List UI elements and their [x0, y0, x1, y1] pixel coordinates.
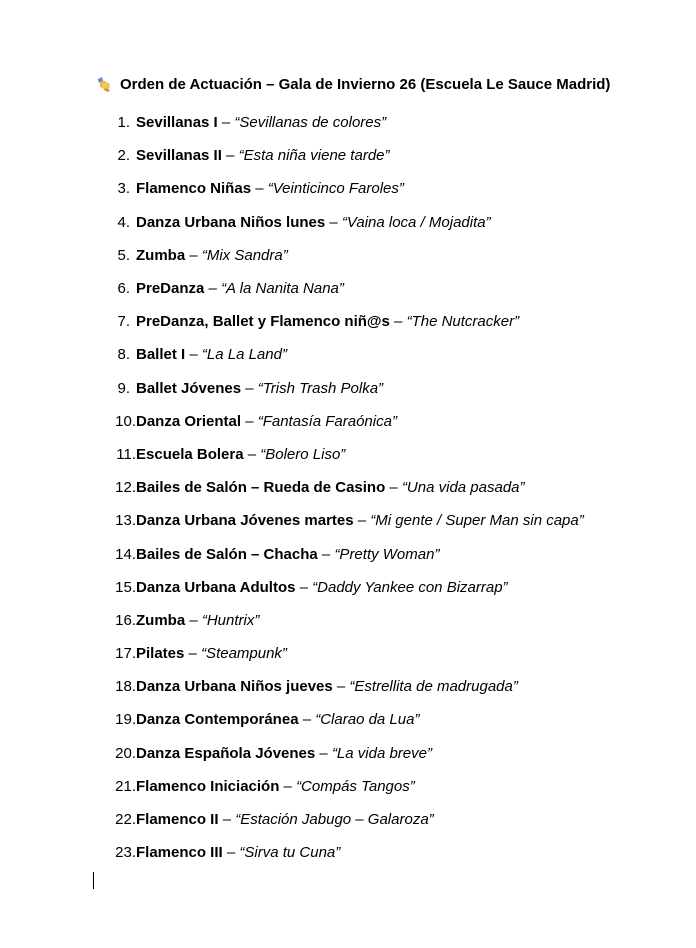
item-separator: – [389, 313, 407, 331]
item-number: 3. [117, 180, 130, 198]
item-group: Flamenco II [136, 811, 219, 829]
list-item [95, 405, 584, 438]
list-item [95, 471, 584, 504]
item-separator: – [218, 811, 236, 829]
item-group: Danza Oriental [136, 412, 242, 430]
item-group: Pilates [136, 645, 185, 663]
item-song: “Compás Tangos” [296, 777, 415, 795]
item-number: 22. [115, 811, 136, 829]
list-item [95, 703, 584, 736]
item-number: 8. [117, 346, 130, 364]
item-group: Danza Urbana Niños jueves [136, 678, 333, 696]
item-separator: – [279, 777, 297, 795]
list-item [95, 372, 584, 405]
item-group: Danza Urbana Adultos [136, 578, 296, 596]
item-song: “Sirva tu Cuna” [239, 844, 341, 862]
item-song: “Clarao da Lua” [315, 711, 420, 729]
item-group: PreDanza [136, 280, 205, 298]
item-separator: – [221, 147, 239, 165]
item-number: 21. [115, 777, 136, 795]
item-group: Escuela Bolera [136, 445, 244, 463]
item-separator: – [315, 744, 332, 762]
item-number: 6. [117, 280, 130, 298]
item-separator: – [295, 578, 313, 596]
item-song: “Estación Jabugo – Galaroza” [235, 811, 434, 829]
list-item [95, 139, 584, 172]
item-number: 14. [115, 545, 136, 563]
item-number: 15. [115, 578, 136, 596]
item-separator: – [185, 246, 202, 264]
item-song: “Esta niña viene tarde” [238, 147, 390, 165]
item-separator: – [325, 213, 342, 231]
item-song: “Sevillanas de colores” [234, 114, 387, 132]
performance-order-list [95, 106, 584, 869]
item-number: 11. [116, 445, 136, 463]
item-song: “Bolero Liso” [260, 445, 346, 463]
item-group: Danza Contemporánea [136, 711, 299, 729]
item-number: 19. [115, 711, 136, 729]
list-item [95, 836, 584, 869]
list-item [95, 305, 584, 338]
item-song: “Huntrix” [201, 611, 260, 629]
item-song: “Una vida pasada” [401, 479, 525, 497]
item-song: “Vaina loca / Mojadita” [341, 213, 491, 231]
item-separator: – [184, 645, 202, 663]
item-group: Sevillanas I [136, 114, 218, 132]
item-group: Zumba [136, 611, 186, 629]
list-item [95, 239, 584, 272]
item-song: “Mi gente / Super Man sin capa” [370, 512, 584, 530]
item-separator: – [353, 512, 371, 530]
item-group: Bailes de Salón – Rueda de Casino [136, 479, 386, 497]
item-number: 1. [117, 114, 130, 132]
item-song: “Veinticinco Faroles” [267, 180, 404, 198]
item-group: PreDanza, Ballet y Flamenco niñ@s [136, 313, 390, 331]
list-item [95, 438, 584, 471]
item-number: 13. [115, 512, 136, 530]
item-group: Ballet Jóvenes [136, 379, 242, 397]
item-separator: – [332, 678, 350, 696]
item-separator: – [298, 711, 316, 729]
item-number: 5. [117, 246, 130, 264]
item-group: Bailes de Salón – Chacha [136, 545, 318, 563]
list-item [95, 338, 584, 371]
item-number: 7. [117, 313, 130, 331]
item-song: “The Nutcracker” [406, 313, 520, 331]
item-separator: – [222, 844, 240, 862]
item-song: “Trish Trash Polka” [257, 379, 384, 397]
list-item [95, 504, 584, 537]
list-item [95, 670, 584, 703]
item-group: Flamenco III [136, 844, 223, 862]
item-separator: – [185, 346, 202, 364]
item-number: 23. [115, 844, 136, 862]
item-group: Flamenco Iniciación [136, 777, 280, 795]
item-number: 20. [115, 744, 136, 762]
text-cursor [93, 872, 94, 889]
item-song: “Pretty Woman” [334, 545, 440, 563]
list-item [95, 637, 584, 670]
dance-emoji-icon [95, 75, 113, 93]
list-item [95, 537, 584, 570]
list-item [95, 272, 584, 305]
item-number: 10. [115, 412, 136, 430]
list-item [95, 206, 584, 239]
item-song: “A la Nanita Nana” [221, 280, 344, 298]
item-song: “La La Land” [201, 346, 287, 364]
item-separator: – [204, 280, 222, 298]
item-group: Danza Española Jóvenes [136, 744, 316, 762]
item-separator: – [317, 545, 335, 563]
item-separator: – [385, 479, 402, 497]
item-group: Danza Urbana Niños lunes [136, 213, 326, 231]
item-song: “Daddy Yankee con Bizarrap” [312, 578, 508, 596]
list-item [95, 803, 584, 836]
item-separator: – [243, 445, 261, 463]
item-separator: – [185, 611, 202, 629]
item-number: 4. [117, 213, 130, 231]
list-item [95, 737, 584, 770]
item-group: Zumba [136, 246, 186, 264]
item-number: 9. [117, 379, 130, 397]
list-item [95, 571, 584, 604]
item-group: Danza Urbana Jóvenes martes [136, 512, 354, 530]
list-item [95, 172, 584, 205]
document-title [95, 73, 610, 95]
item-number: 16. [115, 611, 136, 629]
list-item [95, 770, 584, 803]
item-number: 17. [115, 645, 136, 663]
item-song: “La vida breve” [331, 744, 432, 762]
item-song: “Steampunk” [201, 645, 287, 663]
item-separator: – [217, 114, 235, 132]
item-song: “Mix Sandra” [201, 246, 288, 264]
item-separator: – [251, 180, 268, 198]
item-separator: – [241, 379, 258, 397]
item-song: “Estrellita de madrugada” [349, 678, 518, 696]
item-number: 18. [115, 678, 136, 696]
list-item [95, 604, 584, 637]
document-title-text: Orden de Actuación – Gala de Invierno 26 (Escuela Le Sauce Madrid) [120, 75, 611, 93]
item-group: Sevillanas II [136, 147, 222, 165]
item-group: Flamenco Niñas [136, 180, 252, 198]
item-separator: – [241, 412, 258, 430]
item-group: Ballet I [136, 346, 186, 364]
item-number: 2. [117, 147, 130, 165]
item-number: 12. [115, 479, 136, 497]
item-song: “Fantasía Faraónica” [257, 412, 397, 430]
list-item [95, 106, 584, 139]
